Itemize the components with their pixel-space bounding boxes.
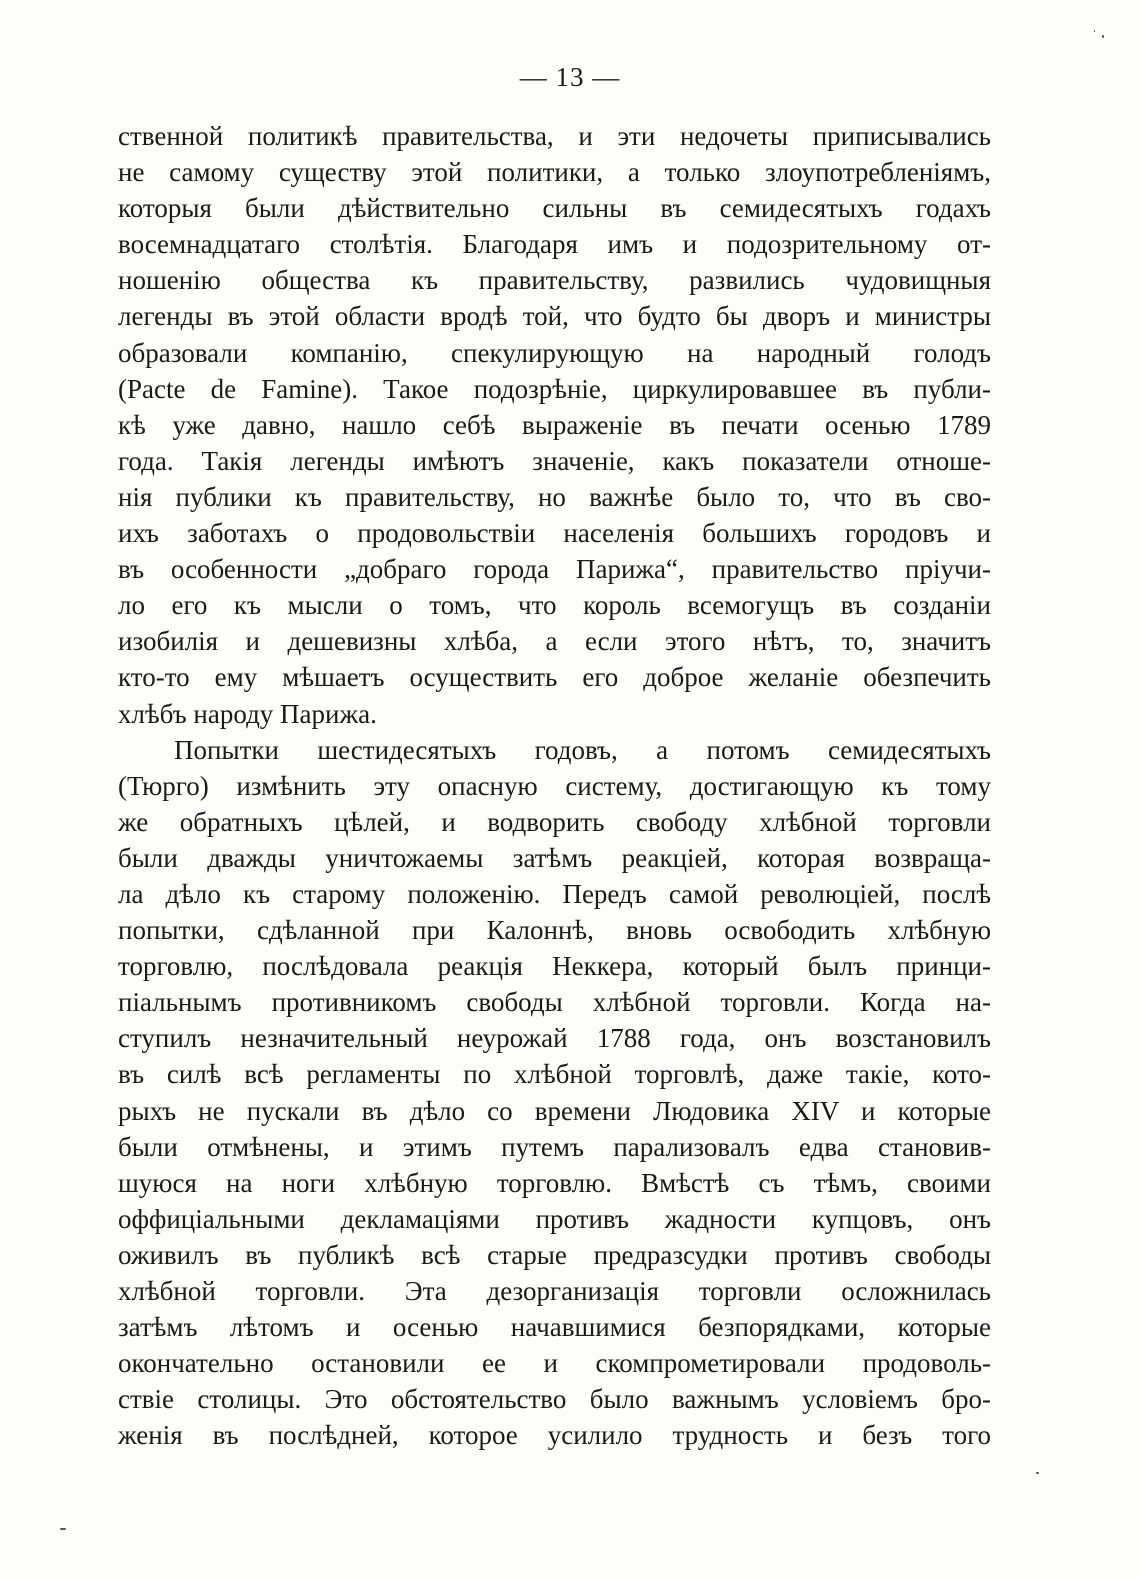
scan-speck (1036, 1472, 1039, 1474)
text-line: оживилъ въ публикѣ всѣ старые предразсудки противъ свободы (118, 1239, 991, 1270)
text-line: шуюся на ноги хлѣбную торговлю. Вмѣстѣ съ тѣмъ, своими (118, 1167, 991, 1198)
text-line: образовали компанію, спекулирующую на народный голодъ (118, 337, 991, 368)
text-line: хлѣбъ народу Парижа. (118, 698, 377, 729)
scan-speck (60, 1528, 66, 1530)
text-line: ло его къ мысли о томъ, что король всемогущъ въ созданіи (118, 590, 991, 621)
text-line: были отмѣнены, и этимъ путемъ парализовалъ едва становив- (118, 1131, 991, 1162)
text-line: въ силѣ всѣ регламенты по хлѣбной торговлѣ, даже такіе, кото- (118, 1059, 991, 1090)
text-line: ственной политикѣ правительства, и эти недочеты приписывались (118, 121, 991, 151)
text-line: хлѣбной торговли. Эта дезорганизація торговли осложнилась (118, 1276, 991, 1306)
text-line: попытки, сдѣланной при Калоннѣ, вновь освободить хлѣбную (118, 915, 991, 946)
text-line: нія публики къ правительству, но важнѣе было то, что въ сво- (118, 481, 991, 512)
page-number: — 13 — (519, 62, 621, 92)
text-line: года. Такія легенды имѣютъ значеніе, какъ показатели отноше- (118, 445, 991, 476)
text-line: ла дѣло къ старому положенію. Передъ самой революціей, послѣ (118, 878, 991, 909)
text-line: піальнымъ противникомъ свободы хлѣбной торговли. Когда на- (118, 987, 991, 1018)
text-line: затѣмъ лѣтомъ и осенью начавшимися безпорядками, которые (118, 1312, 991, 1343)
text-line: же обратныхъ цѣлей, и водворить свободу хлѣбной торговли (118, 806, 991, 837)
text-line: восемнадцатаго столѣтія. Благодаря имъ и подозрительному от- (118, 229, 991, 260)
text-line: изобилія и дешевизны хлѣба, а если этого нѣтъ, то, значитъ (118, 626, 991, 657)
text-line: которыя были дѣйствительно сильны въ семидесятыхъ годахъ (118, 193, 991, 224)
text-line: торговлю, послѣдовала реакція Неккера, который былъ принци- (118, 951, 991, 982)
paragraph (118, 732, 991, 1454)
text-line: оффиціальными декламаціями противъ жадности купцовъ, онъ (118, 1203, 991, 1234)
text-line: рыхъ не пускали въ дѣло со времени Людовика XIV и которые (118, 1095, 991, 1126)
scan-speck (1094, 30, 1095, 32)
text-line: Попытки шестидесятыхъ годовъ, а потомъ семидесятыхъ (174, 734, 991, 765)
text-line: легенды въ этой области вродѣ той, что будто бы дворъ и министры (118, 301, 991, 332)
text-line: кѣ уже давно, нашло себѣ выраженіе въ печати осенью 1789 (118, 409, 991, 440)
text-line: окончательно остановили ее и скомпрометировали продоволь- (118, 1348, 991, 1379)
text-line: въ особенности „добраго города Парижа“, правительство пріучи- (118, 554, 991, 585)
text-line: (Тюрго) измѣнить эту опасную систему, достигающую къ тому (118, 770, 991, 801)
paragraph (118, 118, 991, 732)
text-line: ихъ заботахъ о продовольствіи населенія большихъ городовъ и (118, 518, 991, 549)
text-line: кто-то ему мѣшаетъ осуществить его доброе желаніе обезпечить (118, 662, 991, 693)
text-line: женія въ послѣдней, которое усилило трудность и безъ того (118, 1420, 991, 1451)
text-line: ствіе столицы. Это обстоятельство было важнымъ условіемъ бро- (118, 1384, 991, 1415)
scan-speck (1102, 35, 1104, 38)
text-line: ступилъ незначительный неурожай 1788 года, онъ возстановилъ (118, 1023, 991, 1054)
body-text (118, 118, 991, 1453)
text-line: были дважды уничтожаемы затѣмъ реакціей, которая возвраща- (118, 842, 991, 873)
text-line: (Pacte de Famine). Такое подозрѣніе, циркулировавшее въ публи- (118, 373, 991, 404)
text-line: ношенію общества къ правительству, развились чудовищныя (118, 265, 991, 296)
text-line: не самому существу этой политики, а только злоупотребленіямъ, (118, 157, 991, 188)
